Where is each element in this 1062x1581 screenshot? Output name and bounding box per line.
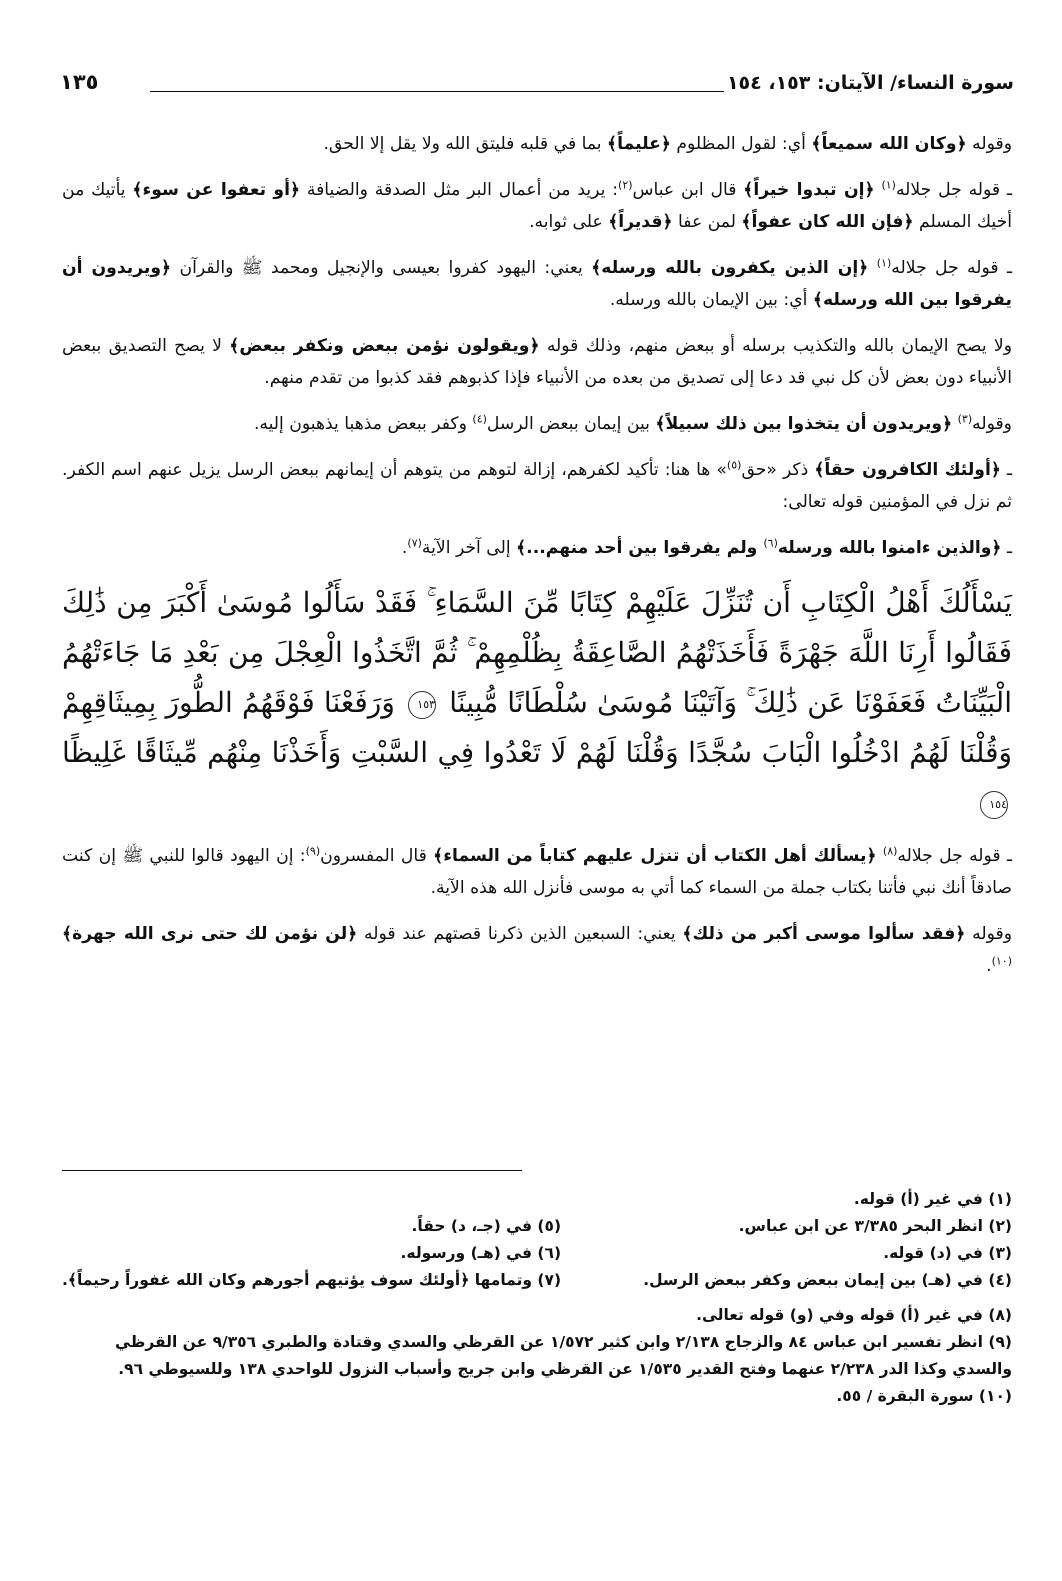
footnote-ref: (٨) bbox=[882, 844, 898, 858]
footnote-ref: (٧) bbox=[407, 536, 422, 550]
paragraph bbox=[62, 252, 1012, 316]
quote-text: ﴿ويقولون نؤمن ببعض ونكفر ببعض﴾ bbox=[229, 336, 540, 356]
footnote-ref: (١) bbox=[876, 256, 892, 270]
footnote-ref: (٤) bbox=[472, 412, 487, 426]
quran-verses bbox=[62, 578, 1012, 828]
text-run: . bbox=[986, 956, 992, 976]
text-run: على ثوابه. bbox=[529, 212, 609, 232]
quote-text: ﴿لن نؤمن لك حتى نرى الله جهرة﴾ bbox=[62, 924, 358, 944]
text-run: بما في قلبه فليتق الله ولا يقل إلا الحق. bbox=[323, 134, 608, 154]
text-run: وقوله bbox=[965, 924, 1012, 944]
page-body bbox=[62, 128, 1012, 996]
text-run: قال ابن عباس bbox=[632, 180, 744, 200]
footnotes-full-width bbox=[62, 1302, 1012, 1410]
page-number: ١٣٥ bbox=[60, 70, 99, 94]
text-run: ولا يصح الإيمان بالله والتكذيب برسله أو ببعض منهم، وذلك قوله bbox=[539, 336, 1013, 356]
footnote: (٩) انظر تفسير ابن عباس ٨٤ والزجاج ٢/١٣٨ وابن كثير ١/٥٧٢ عن القرظي والسدي وقتادة والطبري ٩/٣٥٦ عن القرظي والسدي وكذا الدر ٢/٢٣٨ عنهما وفتح القدير ١/٥٣٥ عن القرظي وابن جريج وأسباب النزول للواحدي ١٣٨ وللسيوطي ٩٦. bbox=[115, 1333, 1012, 1378]
footnote: (٢) انظر البحر ٣/٣٨٥ عن ابن عباس. bbox=[738, 1217, 1012, 1235]
quote-text: ﴿يسألك أهل الكتاب أن تنزل عليهم كتاباً من السماء﴾ bbox=[433, 846, 877, 866]
text-run: وكفر ببعض مذهبا يذهبون إليه. bbox=[253, 414, 473, 434]
footnote-ref: (٣) bbox=[957, 412, 973, 426]
quote-text: ﴿إن تبدوا خيراً﴾ bbox=[743, 180, 875, 200]
header-rule bbox=[150, 91, 724, 92]
quote-text: ﴿فقد سألوا موسى أكبر من ذلك﴾ bbox=[682, 924, 966, 944]
footnote: (٧) وتمامها ﴿أولئك سوف يؤتيهم أجورهم وكان الله غفوراً رحيماً﴾. bbox=[62, 1271, 562, 1289]
footnote-ref: (٢) bbox=[618, 178, 633, 192]
footnote-ref: (٦) bbox=[763, 536, 778, 550]
quote-text: ﴿ويريدون أن يفرقوا بين الله ورسله﴾ bbox=[62, 258, 1012, 310]
footnote-ref: (٥) bbox=[726, 458, 742, 472]
quote-text: ولم يفرقوا بين أحد منهم...﴾ bbox=[516, 538, 764, 558]
text-run: : إن اليهود قالوا للنبي ﷺ إن كنت صادقاً أنك نبي فأتنا بكتاب جملة من السماء كما أتي به موسى فأنزل الله هذه الآية. bbox=[62, 846, 1012, 898]
paragraph bbox=[62, 128, 1012, 160]
surah-title: سورة النساء/ الآيتان: ١٥٣، ١٥٤ bbox=[726, 72, 1014, 94]
text-run: ـ قوله جل جلاله bbox=[897, 846, 1012, 866]
text-run: إلى آخر الآية bbox=[421, 538, 517, 558]
footnote-ref: (٩) bbox=[305, 844, 321, 858]
commentary-after bbox=[62, 840, 1012, 982]
quote-text: ﴿أولئك الكافرون حقاً﴾ bbox=[814, 460, 1001, 480]
text-run: ـ bbox=[1001, 538, 1012, 558]
footnote-ref: (١) bbox=[881, 178, 896, 192]
text-run: بين إيمان ببعض الرسل bbox=[486, 414, 656, 434]
paragraph bbox=[62, 330, 1012, 394]
text-run: أي: بين الإيمان بالله ورسله. bbox=[609, 290, 813, 310]
text-run: قال المفسرون bbox=[320, 846, 434, 866]
footnote: (٦) في (هـ) ورسوله. bbox=[400, 1244, 562, 1262]
paragraph bbox=[62, 918, 1012, 982]
quote-text: ﴿إن الذين يكفرون بالله ورسله﴾ bbox=[591, 258, 869, 278]
verse-153-text: يَسْأَلُكَ أَهْلُ الْكِتَابِ أَن تُنَزِّلَ عَلَيْهِمْ كِتَابًا مِّنَ السَّمَاءِ ۚ فَقَدْ سَأَلُوا مُوسَىٰ أَكْبَرَ مِن ذَٰلِكَ فَقَالُوا أَرِنَا اللَّهَ جَهْرَةً فَأَخَذَتْهُمُ الصَّاعِقَةُ بِظُلْمِهِمْ ۚ ثُمَّ اتَّخَذُوا الْعِجْلَ مِن بَعْدِ مَا جَاءَتْهُمُ الْبَيِّنَاتُ فَعَفَوْنَا عَن ذَٰلِكَ ۚ وَآتَيْنَا مُوسَىٰ سُلْطَانًا مُّبِينًا bbox=[62, 586, 1012, 719]
text-run: : يريد من أعمال البر مثل الصدقة والضيافة bbox=[300, 180, 619, 200]
commentary-before bbox=[62, 128, 1012, 564]
page-header bbox=[60, 70, 1014, 104]
footnote: (٣) في (د) قوله. bbox=[883, 1244, 1012, 1262]
verse-154-text: وَرَفَعْنَا فَوْقَهُمُ الطُّورَ بِمِيثَاقِهِمْ وَقُلْنَا لَهُمُ ادْخُلُوا الْبَابَ سُجَّدًا وَقُلْنَا لَهُمْ لَا تَعْدُوا فِي السَّبْتِ وَأَخَذْنَا مِنْهُم مِّيثَاقًا غَلِيظًا bbox=[62, 686, 1012, 769]
footnote: (١٠) سورة البقرة / ٥٥. bbox=[836, 1387, 1012, 1405]
text-run: » ها هنا: تأكيد لكفرهم، إزالة لتوهم من يتوهم أن إيمانهم ببعض الرسل يزيل عنهم اسم الكفر. ثم نزل في المؤمنين قوله تعالى: bbox=[62, 460, 1012, 512]
footnotes bbox=[62, 1186, 1012, 1410]
text-run: ـ قوله جل جلاله bbox=[891, 258, 1012, 278]
quote-text: ﴿ويريدون أن يتخذوا بين ذلك سبيلاً﴾ bbox=[655, 414, 953, 434]
footnote: (٥) في (جـ، د) حقاً. bbox=[411, 1217, 562, 1235]
paragraph bbox=[62, 532, 1012, 564]
text-run: ـ bbox=[1000, 460, 1012, 480]
paragraph bbox=[62, 454, 1012, 518]
verse-154-marker: ١٥٤ bbox=[980, 791, 1008, 819]
text-run: لا يصح التصديق ببعض الأنبياء دون بعض لأن كل نبي قد دعا إلى تصديق من بعده من الأنبياء فإذا كذبوهم فقد كذبوا من تقدم منهم. bbox=[62, 336, 1012, 388]
verse-153-marker: ١٥٣ bbox=[408, 691, 436, 719]
text-run: . bbox=[401, 538, 408, 558]
quote-text: ﴿قديراً﴾ bbox=[608, 212, 673, 232]
quote-text: ﴿أو تعفوا عن سوء﴾ bbox=[132, 180, 301, 200]
footnotes-right-column bbox=[601, 1186, 1012, 1294]
text-run: يأتيك من أخيك المسلم bbox=[62, 180, 1012, 232]
text-run: وقوله bbox=[966, 134, 1012, 154]
text-run: وقوله bbox=[972, 414, 1012, 434]
text-run: ذكر «حق bbox=[741, 460, 815, 480]
footnote-rule bbox=[62, 1170, 522, 1171]
footnote-ref: (١٠) bbox=[991, 954, 1012, 968]
paragraph bbox=[62, 840, 1012, 904]
footnote: (٨) في غير (أ) قوله وفي (و) قوله تعالى. bbox=[696, 1306, 1012, 1324]
quote-text: ﴿وكان الله سميعاً﴾ bbox=[811, 134, 967, 154]
text-run: أي: لقول المظلوم bbox=[670, 134, 812, 154]
quote-text: ﴿فإن الله كان عفواً﴾ bbox=[741, 212, 914, 232]
text-run: لمن عفا bbox=[672, 212, 742, 232]
paragraph bbox=[62, 174, 1012, 238]
text-run: يعني: السبعين الذين ذكرنا قصتهم عند قوله bbox=[357, 924, 683, 944]
footnote: (١) في غير (أ) قوله. bbox=[853, 1190, 1012, 1208]
text-run: يعني: اليهود كفروا بعيسى والإنجيل ومحمد ﷺ والقرآن bbox=[171, 258, 592, 278]
text-run: ـ قوله جل جلاله bbox=[895, 180, 1012, 200]
footnotes-left-column bbox=[62, 1186, 561, 1294]
footnote: (٤) في (هـ) بين إيمان ببعض وكفر ببعض الرسل. bbox=[643, 1271, 1012, 1289]
quote-text: ﴿والذين ءامنوا بالله ورسله bbox=[777, 538, 1002, 558]
text-run bbox=[868, 258, 876, 278]
quote-text: ﴿عليماً﴾ bbox=[607, 134, 671, 154]
paragraph bbox=[62, 408, 1012, 440]
